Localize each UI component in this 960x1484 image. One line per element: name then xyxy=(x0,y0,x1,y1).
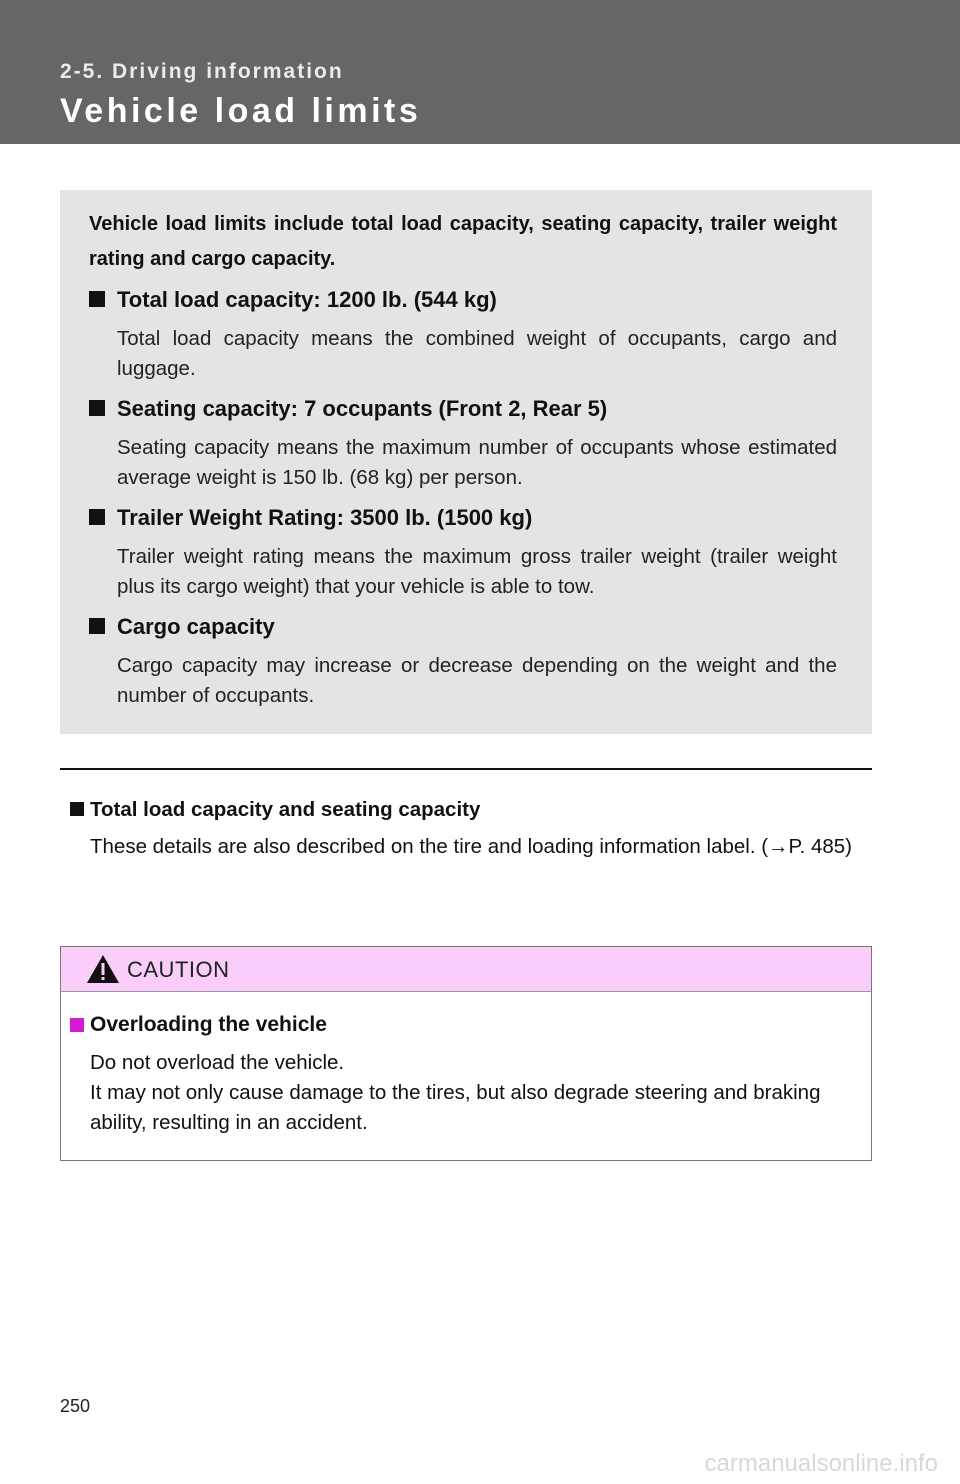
spec-description: Total load capacity means the combined weight of occupants, cargo and luggage. xyxy=(117,327,837,380)
caution-box xyxy=(60,946,872,1161)
page-header xyxy=(0,0,960,144)
section-divider xyxy=(60,768,872,770)
spec-title: Total load capacity: 1200 lb. (544 kg) xyxy=(117,287,497,312)
caution-label: CAUTION xyxy=(127,957,230,982)
warning-triangle-icon xyxy=(86,954,120,984)
square-bullet-icon xyxy=(70,1018,84,1032)
spec-trailer-weight xyxy=(89,504,849,602)
caution-header xyxy=(61,947,871,992)
spec-seating-capacity xyxy=(89,395,849,493)
caution-line: Do not overload the vehicle. xyxy=(90,1051,345,1074)
caution-line: It may not only cause damage to the tires, but also degrade steering and braking ability, resulting in an accident. xyxy=(90,1081,821,1134)
square-bullet-icon xyxy=(70,802,84,816)
spec-description: Seating capacity means the maximum number of occupants whose estimated average weight is 150 lb. (68 kg) per person. xyxy=(117,436,837,489)
caution-body xyxy=(90,1048,866,1138)
square-bullet-icon xyxy=(89,291,105,307)
spec-description: Trailer weight rating means the maximum gross trailer weight (trailer weight plus its cargo weight) that your vehicle is able to tow. xyxy=(117,545,837,598)
square-bullet-icon xyxy=(89,618,105,634)
load-limits-summary-box xyxy=(60,190,872,734)
spec-title: Seating capacity: 7 occupants (Front 2, Rear 5) xyxy=(117,396,608,421)
square-bullet-icon xyxy=(89,400,105,416)
spec-description: Cargo capacity may increase or decrease depending on the weight and the number of occupants. xyxy=(117,654,837,707)
page-title: Vehicle load limits xyxy=(60,92,422,130)
summary-intro: Vehicle load limits include total load capacity, seating capacity, trailer weight rating and cargo capacity. xyxy=(89,213,837,270)
spec-title: Cargo capacity xyxy=(117,614,275,639)
note-description: These details are also described on the tire and loading information label. (→P. 485) xyxy=(90,835,852,858)
square-bullet-icon xyxy=(89,509,105,525)
spec-title: Trailer Weight Rating: 3500 lb. (1500 kg) xyxy=(117,505,533,530)
section-label: 2-5. Driving information xyxy=(60,60,344,83)
page-number: 250 xyxy=(60,1396,91,1416)
note-total-load-seating xyxy=(70,796,862,861)
watermark: carmanualsonline.info xyxy=(704,1450,938,1477)
spec-total-load xyxy=(89,286,849,384)
caution-title: Overloading the vehicle xyxy=(90,1013,327,1036)
note-title: Total load capacity and seating capacity xyxy=(90,798,481,821)
spec-cargo-capacity xyxy=(89,613,849,711)
